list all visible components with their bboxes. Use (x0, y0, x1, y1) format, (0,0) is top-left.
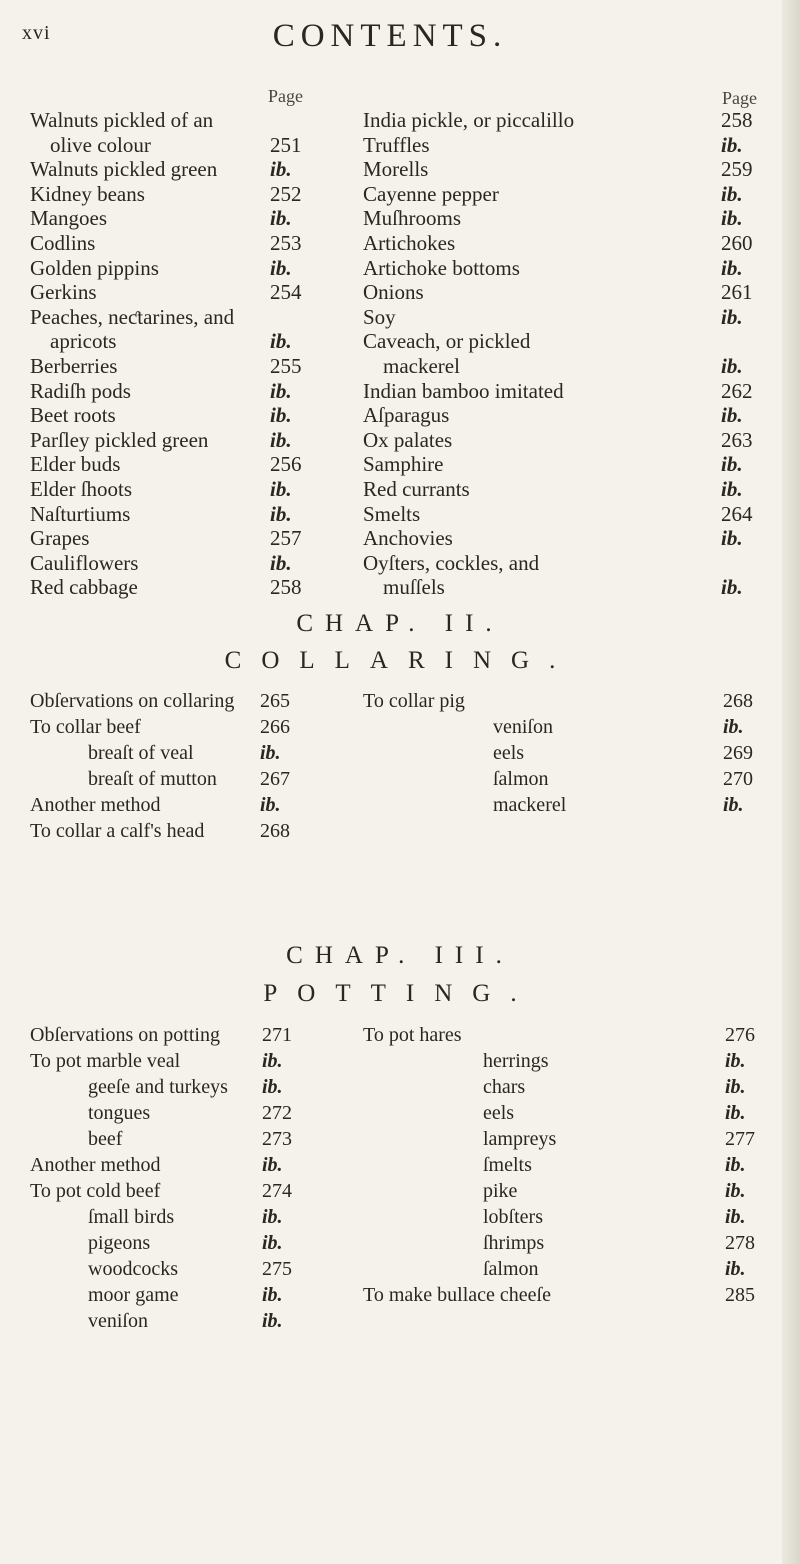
collaring-list-left (30, 690, 330, 846)
entry-page-number: 251 (270, 132, 302, 157)
entry-title: Oyſters, cockles, and (363, 550, 540, 575)
entry-title: To pot cold beef (30, 1180, 161, 1202)
entry-title: Cauliflowers (30, 550, 139, 575)
contents-entry (363, 231, 763, 256)
entry-page-number: ib. (721, 403, 743, 428)
entry-title: Obſervations on collaring (30, 690, 235, 712)
entry-title: woodcocks (88, 1258, 178, 1280)
contents-entry (30, 256, 330, 281)
entry-title: Soy (363, 304, 396, 329)
pickling-list-right (363, 108, 763, 600)
entry-page-number: ib. (721, 575, 743, 600)
entry-title: Obſervations on potting (30, 1024, 220, 1046)
page-column-label-right: Page (722, 88, 757, 108)
entry-page-number: 254 (270, 280, 302, 305)
entry-page-number: 277 (725, 1128, 755, 1150)
chapter-title-collaring: COLLARING. (224, 647, 576, 674)
entry-title: Berberries (30, 353, 118, 378)
entry-page-number: 252 (270, 181, 302, 206)
contents-entry (30, 157, 330, 182)
entry-title: Walnuts pickled green (30, 157, 218, 182)
entry-page-number: 265 (260, 690, 290, 712)
contents-entry (30, 1284, 330, 1310)
entry-page-number: ib. (270, 501, 292, 526)
contents-entry (363, 452, 763, 477)
entry-page-number: ib. (260, 794, 281, 816)
contents-entry (30, 716, 330, 742)
entry-title: Elder buds (30, 452, 121, 477)
entry-page-number: 257 (270, 526, 302, 551)
contents-entry (30, 354, 330, 379)
contents-entry (30, 403, 330, 428)
entry-page-number: 270 (723, 768, 753, 790)
entry-page-number: 274 (262, 1180, 292, 1202)
entry-page-number: ib. (721, 304, 743, 329)
contents-entry (30, 768, 330, 794)
contents-entry (30, 1206, 330, 1232)
contents-entry (30, 1180, 330, 1206)
entry-page-number: 285 (725, 1284, 755, 1306)
entry-title: ſmall birds (88, 1206, 175, 1228)
contents-entry (363, 1024, 763, 1050)
entry-page-number: ib. (725, 1154, 746, 1176)
entry-page-number: ib. (721, 452, 743, 477)
contents-entry (30, 1258, 330, 1284)
entry-title: ſalmon (493, 768, 549, 790)
contents-entry (30, 305, 330, 330)
contents-entry (30, 133, 330, 158)
entry-page-number: ib. (270, 427, 292, 452)
entry-title: lampreys (483, 1128, 557, 1150)
entry-title: olive colour (50, 132, 151, 157)
entry-title: Anchovies (363, 526, 453, 551)
entry-title: Ox palates (363, 427, 453, 452)
entry-page-number: ib. (270, 329, 292, 354)
entry-page-number: 255 (270, 353, 302, 378)
entry-page-number: 272 (262, 1102, 292, 1124)
entry-title: Gerkins (30, 280, 97, 305)
entry-page-number: ib. (725, 1206, 746, 1228)
entry-title: veniſon (493, 716, 553, 738)
entry-title: Kidney beans (30, 181, 145, 206)
entry-title: India pickle, or piccalillo (363, 108, 575, 132)
entry-page-number: ib. (721, 526, 743, 551)
entry-page-number: ib. (262, 1310, 283, 1332)
potting-list-right (363, 1024, 763, 1310)
entry-title: Morells (363, 157, 429, 182)
entry-page-number: 278 (725, 1232, 755, 1254)
entry-title: pigeons (88, 1232, 151, 1254)
entry-title: To pot hares (363, 1024, 462, 1046)
contents-entry (363, 1076, 763, 1102)
entry-page-number: ib. (270, 378, 292, 403)
entry-title: Artichokes (363, 230, 456, 255)
chapter-title-potting: POTTING. (263, 980, 537, 1007)
entry-title: Caveach, or pickled (363, 329, 531, 354)
entry-page-number: ib. (723, 794, 744, 816)
entry-title: Aſparagus (363, 403, 450, 428)
entry-title: veniſon (88, 1310, 148, 1332)
contents-entry (363, 305, 763, 330)
entry-title: Red cabbage (30, 575, 138, 600)
entry-title: To collar beef (30, 716, 141, 738)
entry-title: beef (88, 1128, 123, 1150)
contents-entry (363, 1232, 763, 1258)
contents-entry (363, 477, 763, 502)
entry-title: breaſt of mutton (88, 768, 217, 790)
contents-entry (363, 354, 763, 379)
contents-entry (30, 379, 330, 404)
entry-page-number: 276 (725, 1024, 755, 1046)
entry-title: Another method (30, 1154, 161, 1176)
contents-entry (363, 280, 763, 305)
entry-title: pike (483, 1180, 518, 1202)
contents-entry (30, 428, 330, 453)
entry-page-number: ib. (262, 1284, 283, 1306)
entry-title: tongues (88, 1102, 151, 1124)
entry-title: ſalmon (483, 1258, 539, 1280)
entry-title: Smelts (363, 501, 421, 526)
potting-list-left (30, 1024, 330, 1336)
entry-title: To pot marble veal (30, 1050, 181, 1072)
contents-entry (363, 1128, 763, 1154)
entry-title: mackerel (383, 353, 460, 378)
contents-entry (30, 206, 330, 231)
entry-page-number: ib. (270, 206, 292, 231)
entry-page-number: 267 (260, 768, 290, 790)
entry-title: Parſley pickled green (30, 427, 209, 452)
entry-title: Muſhrooms (363, 206, 462, 231)
entry-page-number: ib. (270, 403, 292, 428)
entry-page-number: 258 (270, 575, 302, 600)
contents-entry (363, 526, 763, 551)
entry-page-number: 268 (260, 820, 290, 842)
contents-entry (363, 716, 763, 742)
contents-entry (363, 182, 763, 207)
entry-page-number: ib. (725, 1180, 746, 1202)
entry-title: Beet roots (30, 403, 116, 428)
contents-entry (363, 379, 763, 404)
contents-entry (30, 1310, 330, 1336)
contents-entry (30, 280, 330, 305)
entry-title: Another method (30, 794, 161, 816)
entry-title: ſmelts (483, 1154, 532, 1176)
entry-title: muſſels (383, 575, 445, 600)
entry-title: Codlins (30, 230, 96, 255)
entry-title: Elder ſhoots (30, 476, 133, 501)
contents-entry (363, 329, 763, 354)
entry-page-number: ib. (721, 255, 743, 280)
contents-entry (30, 329, 330, 354)
contents-entry (30, 452, 330, 477)
entry-page-number: ib. (262, 1232, 283, 1254)
entry-page-number: 264 (721, 501, 753, 526)
contents-entry (363, 403, 763, 428)
contents-entry (363, 206, 763, 231)
entry-title: Onions (363, 280, 424, 305)
entry-title: To make bullace cheeſe (363, 1284, 551, 1306)
pickling-list-left (30, 108, 330, 600)
contents-entry (30, 477, 330, 502)
entry-page-number: ib. (262, 1076, 283, 1098)
contents-entry (363, 1102, 763, 1128)
entry-title: moor game (88, 1284, 179, 1306)
entry-title: Walnuts pickled of an (30, 108, 214, 132)
entry-page-number: ib. (721, 353, 743, 378)
entry-title: herrings (483, 1050, 549, 1072)
contents-entry (363, 502, 763, 527)
entry-page-number: ib. (260, 742, 281, 764)
contents-entry (30, 1024, 330, 1050)
contents-entry (363, 1284, 763, 1310)
entry-title: eels (493, 742, 525, 764)
entry-title: ſhrimps (483, 1232, 545, 1254)
entry-page-number: ib. (725, 1076, 746, 1098)
entry-page-number: 268 (723, 690, 753, 712)
entry-title: To collar pig (363, 690, 465, 712)
entry-title: chars (483, 1076, 526, 1098)
entry-title: Samphire (363, 452, 444, 477)
entry-page-number: 275 (262, 1258, 292, 1280)
folio-number: xvi (22, 22, 51, 44)
contents-entry (363, 575, 763, 600)
entry-title: Artichoke bottoms (363, 255, 520, 280)
contents-entry (363, 1180, 763, 1206)
entry-page-number: 259 (721, 157, 753, 182)
page-header (0, 18, 800, 58)
contents-entry (363, 1258, 763, 1284)
contents-entry (30, 1102, 330, 1128)
contents-entry (363, 133, 763, 158)
contents-entry (363, 157, 763, 182)
running-title: CONTENTS. (272, 18, 508, 54)
contents-entry (363, 428, 763, 453)
contents-entry (363, 742, 763, 768)
entry-title: To collar a calf's head (30, 820, 205, 842)
entry-title: Naſturtiums (30, 501, 131, 526)
entry-page-number: ib. (270, 255, 292, 280)
entry-title: Golden pippins (30, 255, 159, 280)
entry-page-number: ib. (725, 1102, 746, 1124)
contents-entry (30, 231, 330, 256)
entry-page-number: ib. (262, 1206, 283, 1228)
entry-page-number: 262 (721, 378, 753, 403)
entry-title: Cayenne pepper (363, 181, 499, 206)
entry-page-number: 256 (270, 452, 302, 477)
contents-entry (30, 575, 330, 600)
entry-page-number: ib. (270, 476, 292, 501)
entry-page-number: ib. (721, 132, 743, 157)
contents-entry (30, 690, 330, 716)
page-column-label-left: Page (268, 86, 303, 106)
contents-entry (30, 108, 330, 133)
contents-entry (30, 1076, 330, 1102)
entry-page-number: ib. (270, 550, 292, 575)
entry-title: apricots (50, 329, 117, 354)
entry-page-number: ib. (721, 206, 743, 231)
entry-page-number: 273 (262, 1128, 292, 1150)
entry-title: Mangoes (30, 206, 107, 231)
entry-page-number: ib. (723, 716, 744, 738)
contents-entry (30, 742, 330, 768)
contents-entry (363, 1154, 763, 1180)
entry-title: Red currants (363, 476, 470, 501)
contents-entry (363, 551, 763, 576)
entry-page-number: 263 (721, 427, 753, 452)
entry-title: mackerel (493, 794, 567, 816)
page-edge (782, 0, 800, 1564)
contents-entry (30, 1232, 330, 1258)
contents-entry (30, 182, 330, 207)
contents-entry (363, 794, 763, 820)
contents-entry (30, 1154, 330, 1180)
entry-page-number: ib. (725, 1050, 746, 1072)
contents-entry (30, 551, 330, 576)
entry-page-number: ib. (262, 1050, 283, 1072)
entry-title: lobſters (483, 1206, 543, 1228)
contents-entry (363, 1050, 763, 1076)
contents-entry (30, 1050, 330, 1076)
contents-entry (363, 256, 763, 281)
entry-page-number: 261 (721, 280, 753, 305)
collaring-list-right (363, 690, 763, 820)
entry-page-number: ib. (725, 1258, 746, 1280)
entry-page-number: ib. (270, 157, 292, 182)
contents-entry (30, 526, 330, 551)
contents-entry (30, 1128, 330, 1154)
entry-page-number: 266 (260, 716, 290, 738)
entry-title: Radiſh pods (30, 378, 131, 403)
contents-entry (363, 768, 763, 794)
contents-entry (30, 794, 330, 820)
entry-title: Grapes (30, 526, 90, 551)
contents-entry (363, 108, 763, 133)
entry-page-number: 253 (270, 230, 302, 255)
contents-entry (363, 1206, 763, 1232)
entry-title: geeſe and turkeys (88, 1076, 228, 1098)
chapter-heading-iii: CHAP. III. (286, 942, 514, 969)
chapter-heading-ii: CHAP. II. (296, 610, 504, 637)
contents-entry (30, 502, 330, 527)
entry-page-number: 258 (721, 108, 753, 132)
entry-title: eels (483, 1102, 515, 1124)
entry-title: Indian bamboo imitated (363, 378, 564, 403)
entry-title: Peaches, neƈtarines, and (30, 304, 235, 329)
entry-page-number: 271 (262, 1024, 292, 1046)
entry-page-number: 269 (723, 742, 753, 764)
entry-page-number: ib. (721, 181, 743, 206)
entry-title: Truffles (363, 132, 430, 157)
contents-entry (363, 690, 763, 716)
entry-page-number: 260 (721, 230, 753, 255)
contents-entry (30, 820, 330, 846)
entry-title: breaſt of veal (88, 742, 194, 764)
entry-page-number: ib. (721, 476, 743, 501)
entry-page-number: ib. (262, 1154, 283, 1176)
